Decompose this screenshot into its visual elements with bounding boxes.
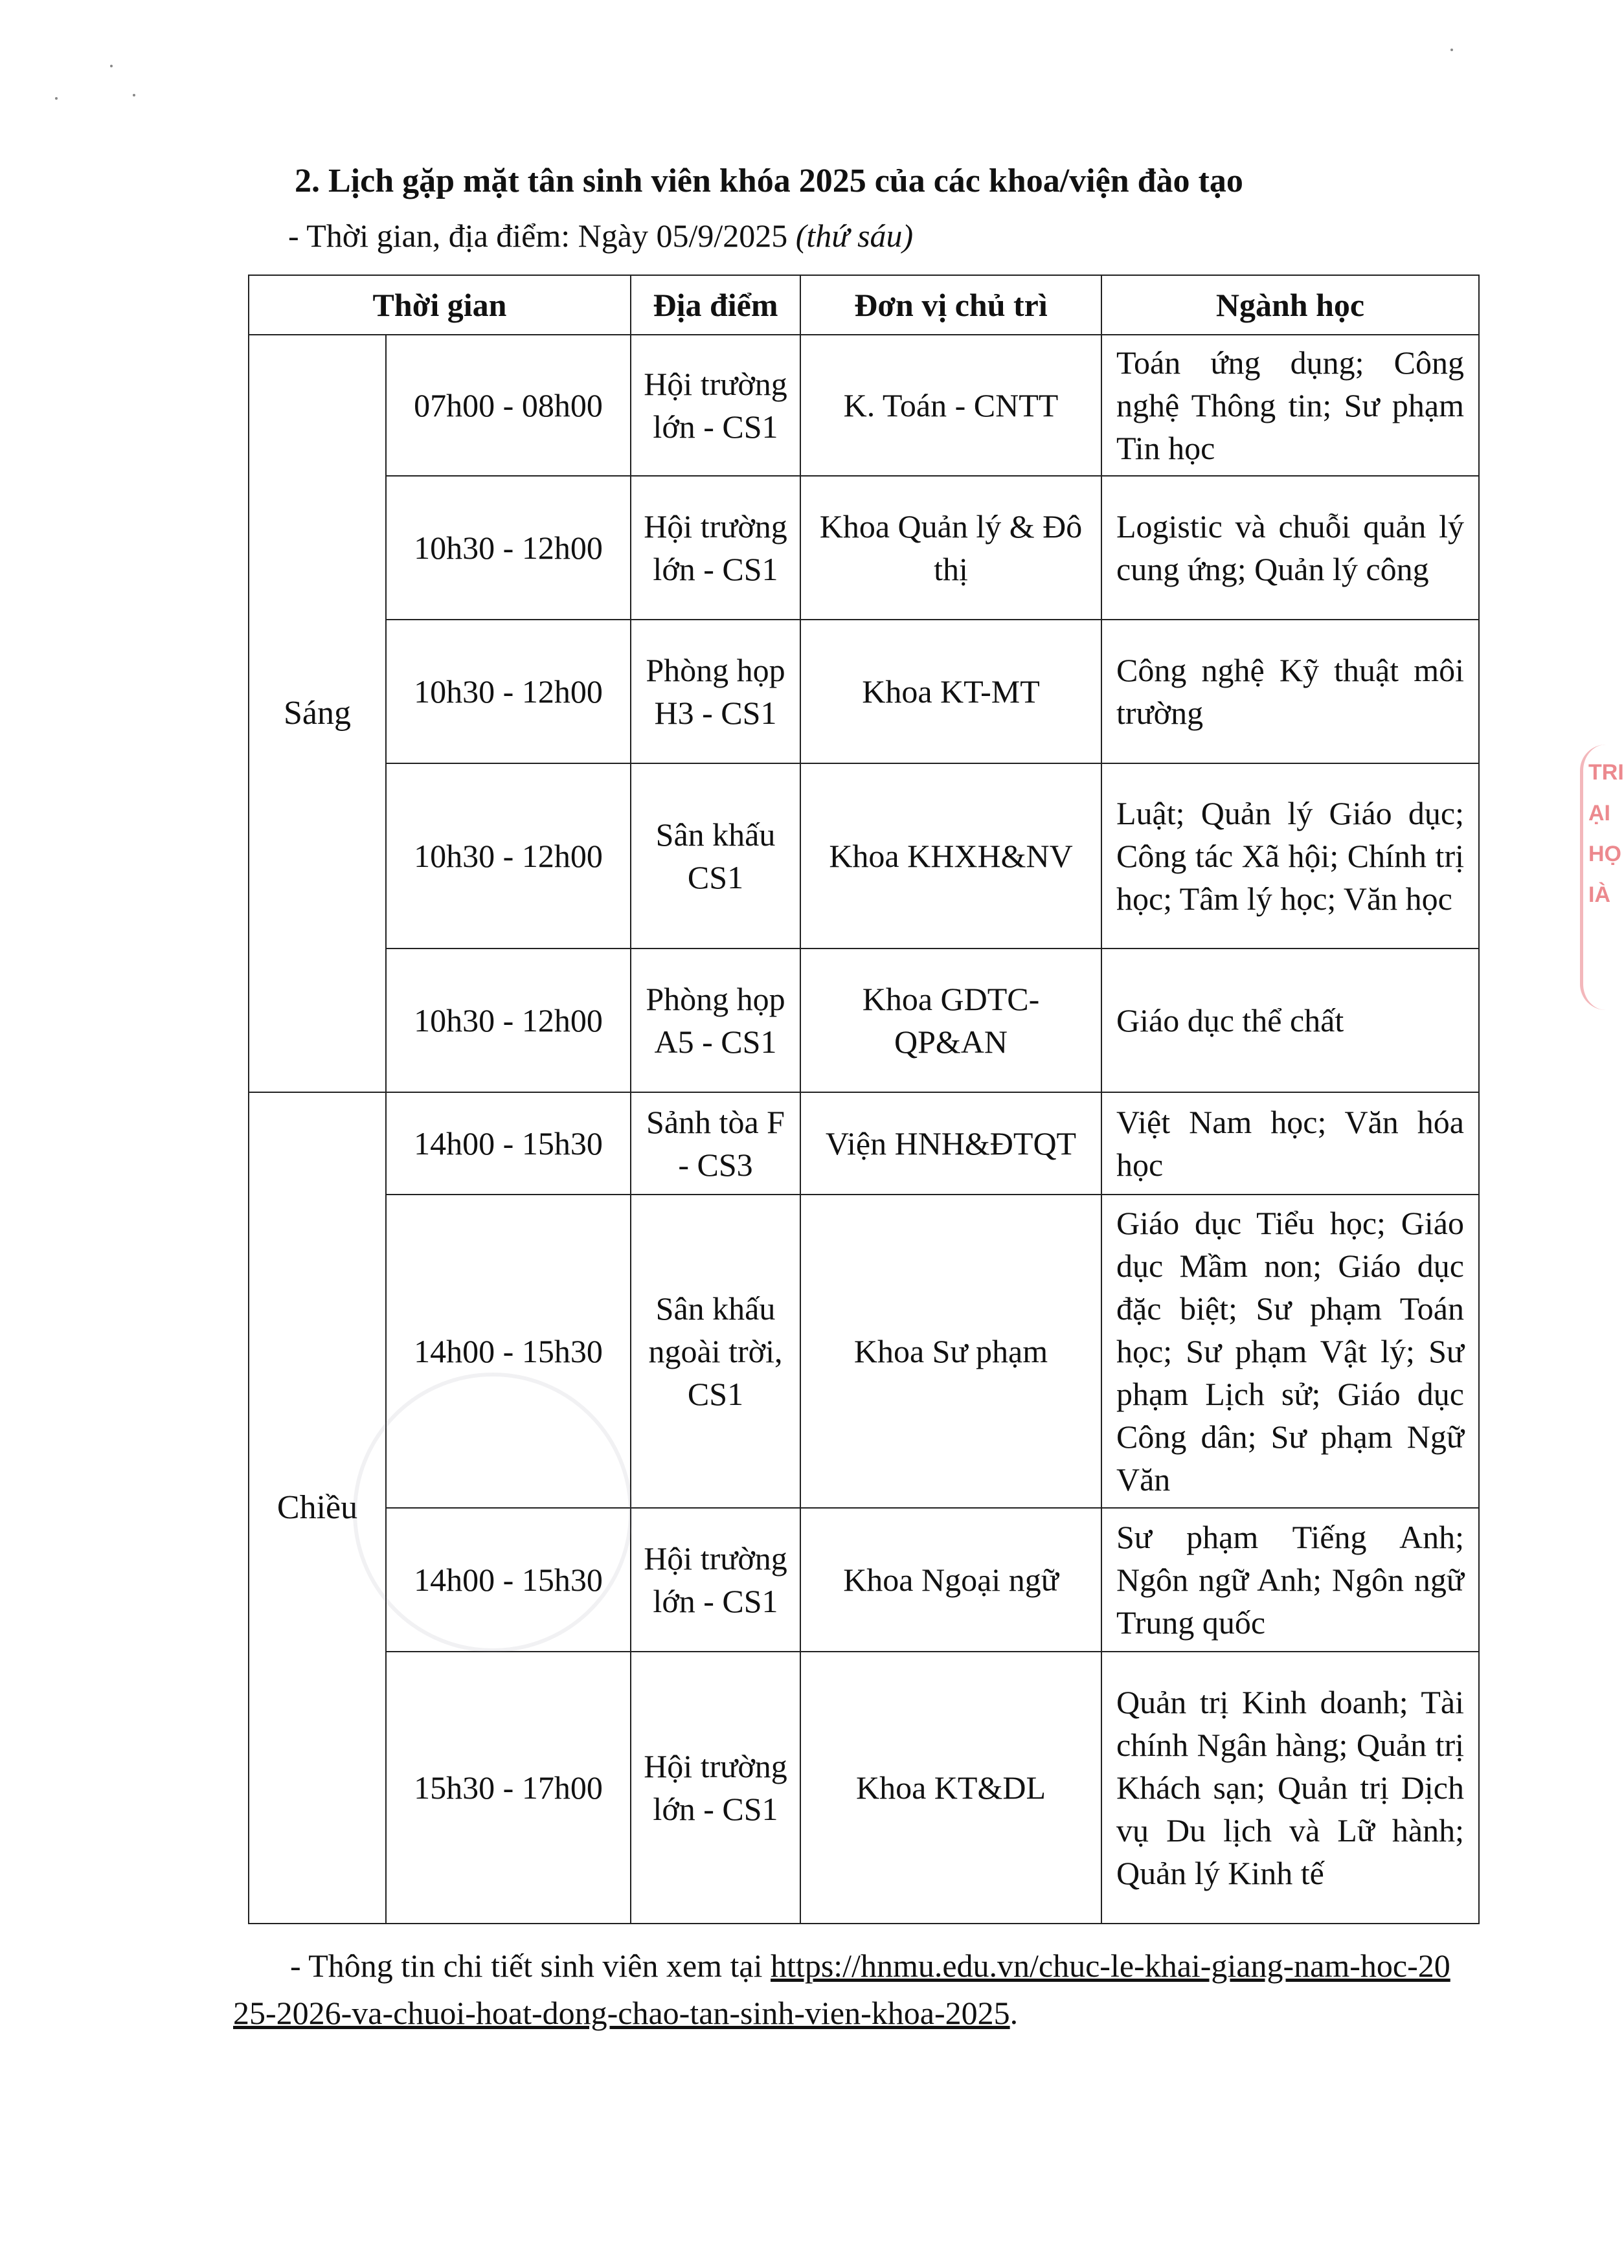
red-seal-fragment (1580, 745, 1624, 1010)
cell-place: Hội trường lớn - CS1 (631, 476, 800, 620)
cell-place: Sân khấu ngoài trời, CS1 (631, 1195, 800, 1508)
cell-time: 10h30 - 12h00 (386, 620, 631, 763)
cell-time: 14h00 - 15h30 (386, 1092, 631, 1195)
cell-major: Quản trị Kinh doanh; Tài chính Ngân hàng; Quản trị Khách sạn; Quản trị Dịch vụ Du lịch và Lữ hành; Quản lý Kinh tế (1101, 1652, 1479, 1924)
table-header-row (249, 275, 1479, 335)
cell-major: Việt Nam học; Văn hóa học (1101, 1092, 1479, 1195)
faded-stamp (353, 1373, 633, 1652)
cell-place: Hội trường lớn - CS1 (631, 1652, 800, 1924)
session-afternoon: Chiều (249, 1092, 386, 1924)
seal-text-3: HỌ (1588, 842, 1621, 866)
schedule-table (248, 275, 1480, 1924)
seal-text-4: IÀ (1588, 882, 1610, 907)
header-place: Địa điểm (631, 275, 800, 335)
seal-text-1: TRI (1588, 760, 1624, 785)
cell-time: 07h00 - 08h00 (386, 335, 631, 476)
table-row (249, 476, 1479, 620)
table-row (249, 1652, 1479, 1924)
scan-speck (1450, 49, 1453, 51)
cell-unit: Khoa Quản lý & Đô thị (800, 476, 1101, 620)
cell-time: 10h30 - 12h00 (386, 763, 631, 949)
header-unit: Đơn vị chủ trì (800, 275, 1101, 335)
scan-speck (110, 65, 113, 67)
table-row (249, 949, 1479, 1092)
cell-unit: Khoa KT-MT (800, 620, 1101, 763)
note-text: - Thông tin chi tiết sinh viên xem tại (290, 1948, 771, 1984)
cell-major: Giáo dục thể chất (1101, 949, 1479, 1092)
seal-text-2: ẠI (1588, 801, 1610, 825)
table-row (249, 335, 1479, 476)
cell-place: Hội trường lớn - CS1 (631, 1508, 800, 1652)
cell-major: Công nghệ Kỹ thuật môi trường (1101, 620, 1479, 763)
info-link[interactable]: https://hnmu.edu.vn/chuc-le-khai-giang-nam-hoc-2025-2026-va-chuoi-hoat-dong-chao-tan-sinh-vien-khoa-2025 (233, 1948, 1450, 2031)
cell-place: Sân khấu CS1 (631, 763, 800, 949)
cell-unit: Khoa KT&DL (800, 1652, 1101, 1924)
cell-major: Sư phạm Tiếng Anh; Ngôn ngữ Anh; Ngôn ngữ Trung quốc (1101, 1508, 1479, 1652)
cell-time: 14h00 - 15h30 (386, 1508, 631, 1652)
cell-major: Toán ứng dụng; Công nghệ Thông tin; Sư phạm Tin học (1101, 335, 1479, 476)
scan-speck (55, 97, 58, 100)
cell-unit: Khoa GDTC-QP&AN (800, 949, 1101, 1092)
cell-unit: Khoa KHXH&NV (800, 763, 1101, 949)
cell-unit: Khoa Sư phạm (800, 1195, 1101, 1508)
time-place-line (288, 217, 913, 254)
cell-unit: K. Toán - CNTT (800, 335, 1101, 476)
cell-place: Hội trường lớn - CS1 (631, 335, 800, 476)
note-suffix: . (1009, 1994, 1019, 2031)
session-morning: Sáng (249, 335, 386, 1092)
day-of-week: (thứ sáu) (795, 218, 914, 254)
header-time: Thời gian (249, 275, 631, 335)
cell-time: 10h30 - 12h00 (386, 949, 631, 1092)
cell-time: 15h30 - 17h00 (386, 1652, 631, 1924)
scan-speck (133, 94, 135, 96)
cell-major: Giáo dục Tiểu học; Giáo dục Mầm non; Giáo dục đặc biệt; Sư phạm Toán học; Sư phạm Vật lý; Sư phạm Lịch sử; Giáo dục Công dân; Sư phạm Ngữ Văn (1101, 1195, 1479, 1508)
cell-place: Phòng họp H3 - CS1 (631, 620, 800, 763)
cell-time: 14h00 - 15h30 (386, 1195, 631, 1508)
table-row (249, 620, 1479, 763)
cell-unit: Khoa Ngoại ngữ (800, 1508, 1101, 1652)
cell-unit: Viện HNH&ĐTQT (800, 1092, 1101, 1195)
table-row (249, 1092, 1479, 1195)
cell-time: 10h30 - 12h00 (386, 476, 631, 620)
section-heading: 2. Lịch gặp mặt tân sinh viên khóa 2025 của các khoa/viện đào tạo (295, 163, 1243, 199)
cell-major: Luật; Quản lý Giáo dục; Công tác Xã hội; Chính trị học; Tâm lý học; Văn học (1101, 763, 1479, 949)
cell-place: Phòng họp A5 - CS1 (631, 949, 800, 1092)
info-note (233, 1942, 1450, 2036)
header-major: Ngành học (1101, 275, 1479, 335)
table-row (249, 763, 1479, 949)
cell-major: Logistic và chuỗi quản lý cung ứng; Quản lý công (1101, 476, 1479, 620)
time-place-text: - Thời gian, địa điểm: Ngày 05/9/2025 (288, 218, 796, 254)
cell-place: Sảnh tòa F - CS3 (631, 1092, 800, 1195)
